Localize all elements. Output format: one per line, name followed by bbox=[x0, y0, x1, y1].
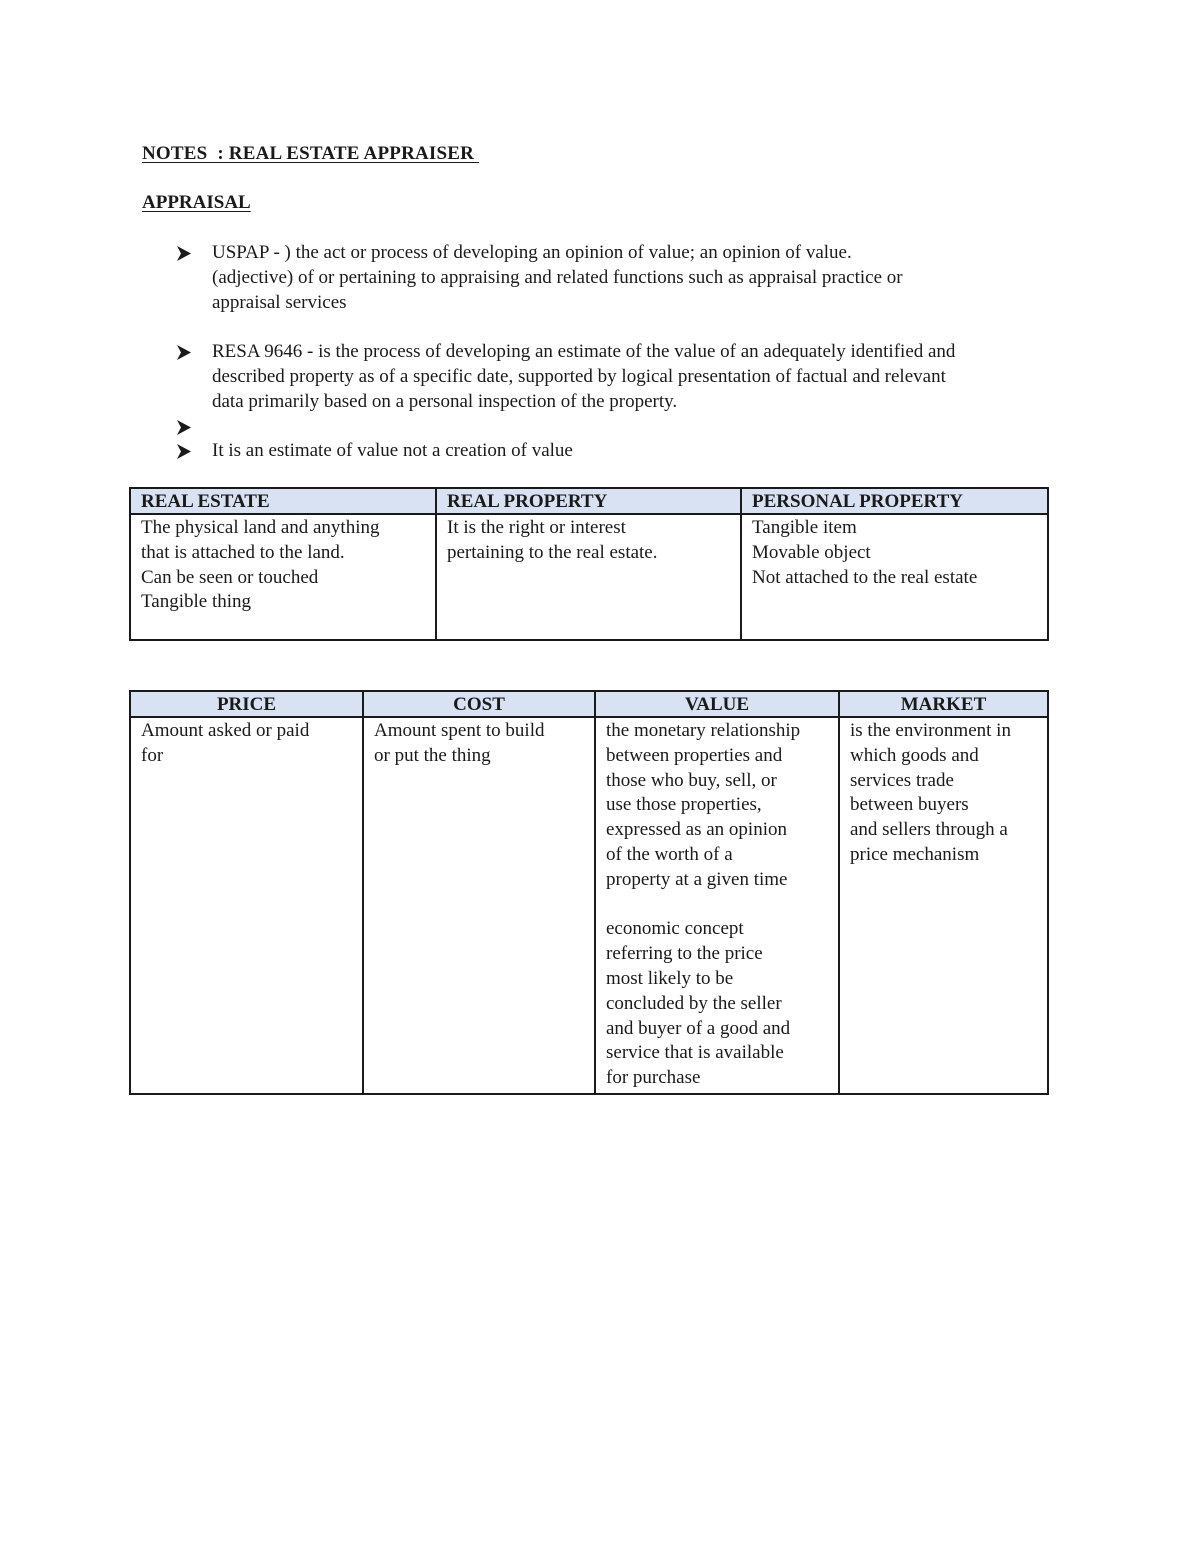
bullet-line: It is an estimate of value not a creation of value bbox=[212, 440, 573, 462]
cell-line: expressed as an opinion bbox=[606, 819, 787, 841]
cell-line: which goods and bbox=[850, 744, 979, 766]
cell-line: The physical land and anything bbox=[141, 517, 380, 538]
header-cost: COST bbox=[363, 691, 595, 717]
header-value: VALUE bbox=[595, 691, 839, 717]
cell-line: It is the right or interest bbox=[447, 517, 626, 538]
cell-line: referring to the price bbox=[606, 943, 763, 965]
cell-line: is the environment in bbox=[850, 720, 1011, 741]
cell-line: price mechanism bbox=[850, 843, 980, 865]
cell-line: for bbox=[141, 744, 164, 766]
bullet-item-uspap bbox=[176, 241, 1066, 315]
bullet-line: data primarily based on a personal inspection of the property. bbox=[212, 390, 678, 412]
paragraph-gap bbox=[606, 893, 828, 918]
property-types-table bbox=[129, 487, 1049, 641]
arrowhead-bullet-icon bbox=[176, 345, 192, 360]
cell-line: Can be seen or touched bbox=[141, 566, 319, 588]
price-cost-value-market-table bbox=[129, 690, 1049, 1095]
bullet-line: USPAP - ) the act or process of developing an opinion of value; an opinion of value. bbox=[212, 242, 852, 263]
cell-line: use those properties, bbox=[606, 794, 762, 816]
appraisal-bullet-list bbox=[176, 241, 1066, 464]
cell-line: between properties and bbox=[606, 744, 783, 766]
header-market: MARKET bbox=[839, 691, 1048, 717]
cell-line: and sellers through a bbox=[850, 819, 1008, 841]
header-personal-property: PERSONAL PROPERTY bbox=[741, 488, 1048, 514]
cell-line: for purchase bbox=[606, 1067, 701, 1089]
cell-real-property bbox=[436, 514, 741, 640]
document-title: NOTES : REAL ESTATE APPRAISER bbox=[142, 143, 480, 164]
cell-line: concluded by the seller bbox=[606, 992, 782, 1014]
section-heading-appraisal: APPRAISAL bbox=[142, 192, 251, 213]
table-header-row bbox=[130, 691, 1048, 717]
bullet-line: (adjective) of or pertaining to appraising and related functions such as appraisal practice or bbox=[212, 266, 903, 288]
cell-line: service that is available bbox=[606, 1042, 784, 1064]
bullet-line: described property as of a specific date, supported by logical presentation of factual and relevant bbox=[212, 365, 946, 387]
cell-value bbox=[595, 717, 839, 1094]
bullet-item-estimate bbox=[176, 439, 1066, 464]
table-header-row bbox=[130, 488, 1048, 514]
arrowhead-bullet-icon bbox=[176, 420, 192, 435]
header-real-property: REAL PROPERTY bbox=[436, 488, 741, 514]
bullet-line: RESA 9646 - is the process of developing an estimate of the value of an adequately identified and bbox=[212, 341, 956, 363]
cell-personal-property bbox=[741, 514, 1048, 640]
cell-line: that is attached to the land. bbox=[141, 541, 345, 563]
cell-real-estate bbox=[130, 514, 436, 640]
cell-line: Amount asked or paid bbox=[141, 720, 310, 741]
cell-line: and buyer of a good and bbox=[606, 1017, 791, 1039]
cell-price bbox=[130, 717, 363, 1094]
cell-market bbox=[839, 717, 1048, 1094]
bullet-line: appraisal services bbox=[212, 291, 347, 313]
cell-cost bbox=[363, 717, 595, 1094]
cell-line: Movable object bbox=[752, 541, 871, 563]
arrowhead-bullet-icon bbox=[176, 444, 192, 459]
cell-line: most likely to be bbox=[606, 967, 734, 989]
bullet-item-resa bbox=[176, 340, 1066, 414]
cell-line: those who buy, sell, or bbox=[606, 769, 777, 791]
cell-line: or put the thing bbox=[374, 744, 491, 766]
cell-line: of the worth of a bbox=[606, 843, 733, 865]
cell-line: economic concept bbox=[606, 918, 744, 940]
cell-line: Not attached to the real estate bbox=[752, 566, 978, 588]
cell-line: pertaining to the real estate. bbox=[447, 541, 658, 563]
cell-line: property at a given time bbox=[606, 868, 788, 890]
table-row bbox=[130, 717, 1048, 1094]
cell-line: between buyers bbox=[850, 794, 969, 816]
header-price: PRICE bbox=[130, 691, 363, 717]
cell-line: Tangible item bbox=[752, 517, 857, 538]
header-real-estate: REAL ESTATE bbox=[130, 488, 436, 514]
cell-line: the monetary relationship bbox=[606, 720, 801, 741]
cell-line: services trade bbox=[850, 769, 954, 791]
cell-line: Amount spent to build bbox=[374, 720, 545, 741]
bullet-item-empty bbox=[176, 415, 1066, 440]
arrowhead-bullet-icon bbox=[176, 246, 192, 261]
table-row bbox=[130, 514, 1048, 640]
cell-line: Tangible thing bbox=[141, 591, 252, 613]
